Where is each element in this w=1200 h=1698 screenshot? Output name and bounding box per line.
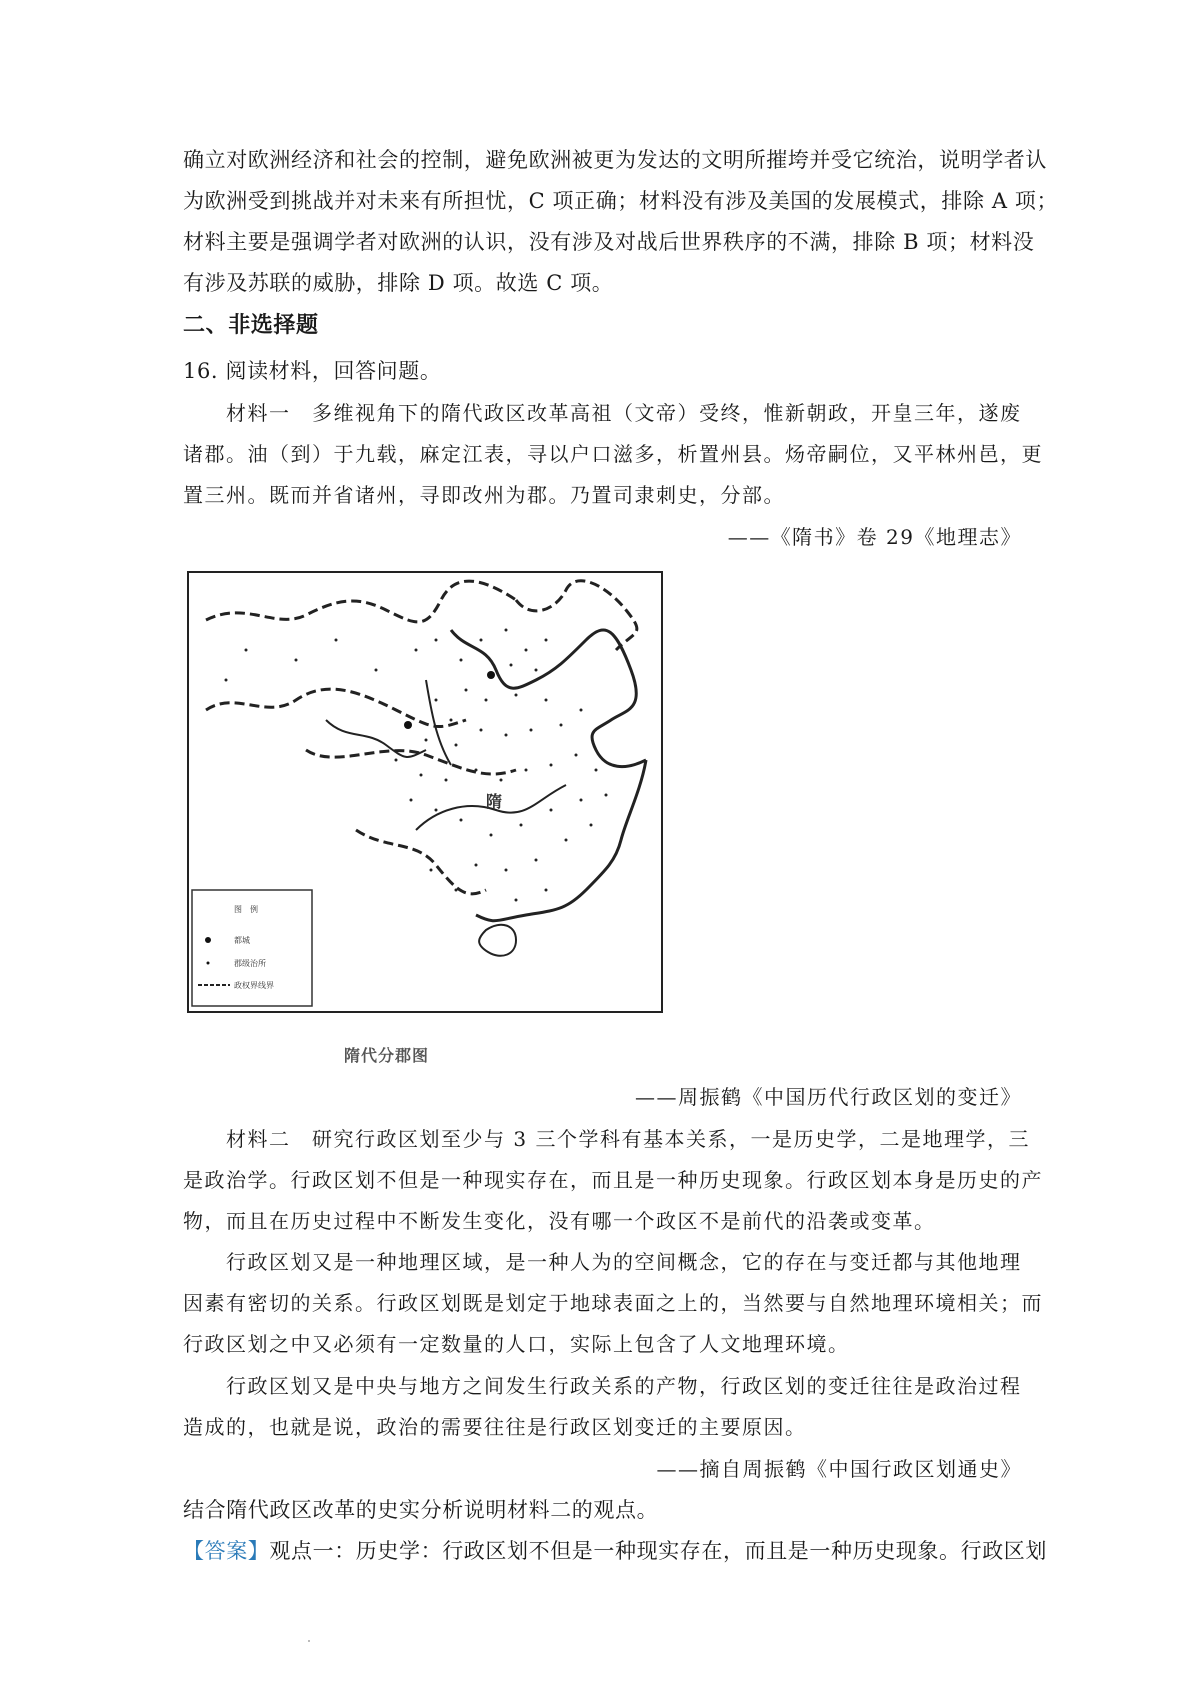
text-line: 材料主要是强调学者对欧洲的认识，没有涉及对战后世界秩序的不满，排除 B 项；材料没 [183, 230, 1035, 254]
question-number: 16. 阅读材料，回答问题。 [183, 359, 442, 383]
text-line: 行政区划之中又必须有一定数量的人口，实际上包含了人文地理环境。 [183, 1332, 850, 1356]
source-citation: ——《隋书》卷 29《地理志》 [727, 525, 1022, 549]
map-caption: 隋代分郡图 [344, 1046, 430, 1065]
answer-tag: 【答案】 [183, 1539, 270, 1563]
text-line: 诸郡。油（到）于九载，麻定江表，寻以户口滋多，析置州县。炀帝嗣位，又平林州邑，更 [183, 442, 1043, 466]
sui-map-figure [186, 570, 666, 1020]
text-line: 是政治学。行政区划不但是一种现实存在，而且是一种历史现象。行政区划本身是历史的产 [183, 1168, 1043, 1192]
map-source-citation: ——周振鹤《中国历代行政区划的变迁》 [635, 1085, 1022, 1109]
scan-speck [308, 1640, 310, 1642]
question-prompt: 结合隋代政区改革的史实分析说明材料二的观点。 [183, 1498, 659, 1522]
capital-symbol-icon [205, 937, 211, 943]
text-line: 行政区划又是中央与地方之间发生行政关系的产物，行政区划的变迁往往是政治过程 [226, 1374, 1022, 1398]
text-line: 造成的，也就是说，政治的需要往往是行政区划变迁的主要原因。 [183, 1415, 807, 1439]
text-line: 材料二 研究行政区划至少与 3 三个学科有基本关系，一是历史学，二是地理学，三 [226, 1127, 1030, 1151]
answer-text: 观点一：历史学：行政区划不但是一种现实存在，而且是一种历史现象。行政区划 [269, 1539, 1048, 1563]
sui-map [186, 570, 666, 1020]
text-line: 有涉及苏联的威胁，排除 D 项。故选 C 项。 [183, 271, 614, 295]
text-line: 确立对欧洲经济和社会的控制，避免欧洲被更为发达的文明所摧垮并受它统治，说明学者认 [183, 148, 1047, 172]
text-line: 物，而且在历史过程中不断发生变化，没有哪一个政区不是前代的沿袭或变革。 [183, 1209, 936, 1233]
text-line: 材料一 多维视角下的隋代政区改革高祖（文帝）受终，惟新朝政，开皇三年，遂废 [226, 401, 1022, 425]
answer-line [183, 1537, 1048, 1565]
source-citation: ——摘自周振鹤《中国行政区划通史》 [656, 1457, 1022, 1481]
prefecture-symbol-icon [207, 962, 210, 965]
legend-title: 图 例 [234, 905, 258, 914]
text-line: 置三州。既而并省诸州，寻即改州为郡。乃置司隶刺史，分部。 [183, 483, 785, 507]
text-line: 为欧洲受到挑战并对未来有所担忧，C 项正确；材料没有涉及美国的发展模式，排除 A 项； [183, 189, 1059, 213]
legend-boundary: 政权界线界 [234, 981, 274, 990]
legend-prefecture: 郡级治所 [234, 959, 266, 968]
legend-capital: 都城 [234, 936, 250, 945]
text-line: 因素有密切的关系。行政区划既是划定于地球表面之上的，当然要与自然地理环境相关；而 [183, 1291, 1043, 1315]
section-title: 二、非选择题 [183, 313, 319, 338]
text-line: 行政区划又是一种地理区域，是一种人为的空间概念，它的存在与变迁都与其他地理 [226, 1250, 1022, 1274]
map-label-sui: 隋 [486, 792, 503, 811]
